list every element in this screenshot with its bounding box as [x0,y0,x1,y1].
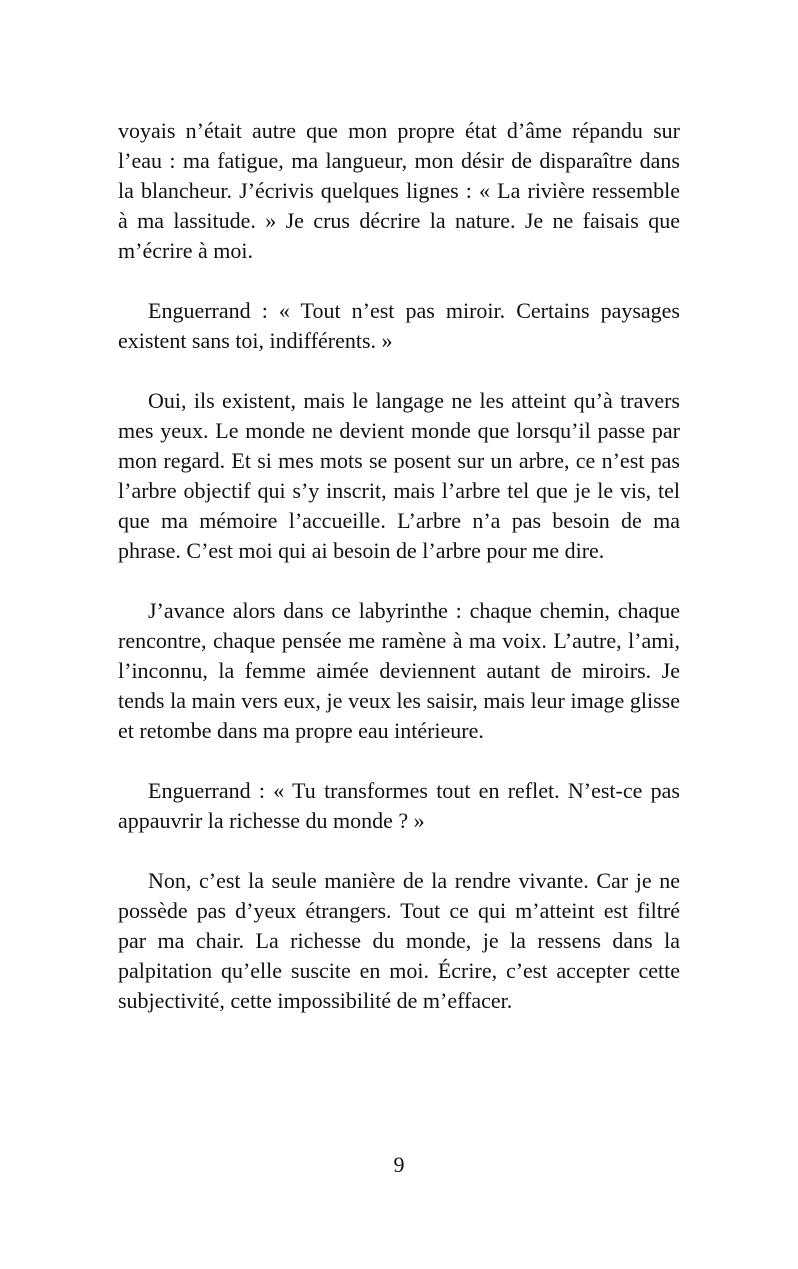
page-number: 9 [393,1152,405,1177]
paragraph-4: J’avance alors dans ce labyrinthe : chaque chemin, chaque rencontre, chaque pensée me ramène à ma voix. L’autre, l’ami, l’inconnu, la femme aimée deviennent autant de miroirs. Je tends la main vers eux, je veux les saisir, mais leur image glisse et retombe dans ma propre eau intérieure. [118,598,680,743]
paragraph-1: voyais n’était autre que mon propre état d’âme répandu sur l’eau : ma fatigue, ma langueur, mon désir de disparaître dans la blancheur. J’écrivis quelques lignes : « La rivière ressemble à ma lassitude. » Je crus décrire la nature. Je ne faisais que m’écrire à moi. [118,118,680,263]
paragraph-3: Oui, ils existent, mais le langage ne les atteint qu’à travers mes yeux. Le monde ne devient monde que lorsqu’il passe par mon regard. Et si mes mots se posent sur un arbre, ce n’est pas l’arbre objectif qui s’y inscrit, mais l’arbre tel que je le vis, tel que ma mémoire l’accueille. L’arbre n’a pas besoin de ma phrase. C’est moi qui ai besoin de l’arbre pour me dire. [118,388,680,563]
paragraph-5: Enguerrand : « Tu transformes tout en reflet. N’est-ce pas appauvrir la richesse du monde ? » [118,778,680,833]
paragraph-6: Non, c’est la seule manière de la rendre vivante. Car je ne possède pas d’yeux étrangers. Tout ce qui m’atteint est filtré par ma chair. La richesse du monde, je la ressens dans la palpitation qu’elle suscite en moi. Écrire, c’est accepter cette subjectivité, cette impossibilité de m’effacer. [118,868,680,1013]
paragraph-2: Enguerrand : « Tout n’est pas miroir. Certains paysages existent sans toi, indifférents. » [118,298,680,353]
body-text [118,116,680,1046]
